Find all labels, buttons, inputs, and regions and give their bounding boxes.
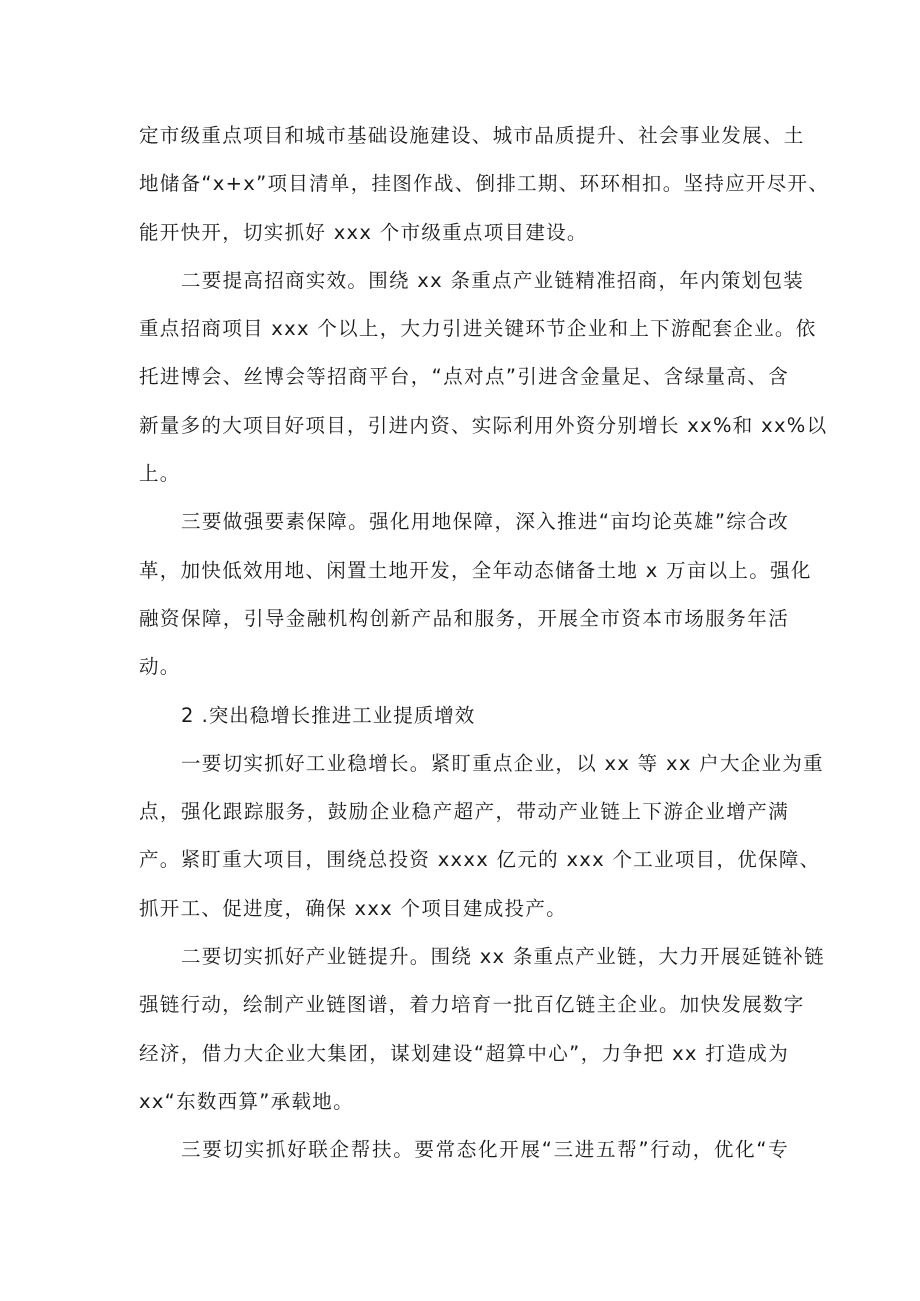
text-line: 动。 [139, 655, 181, 679]
text-line: 点，强化跟踪服务，鼓励企业稳产超产，带动产业链上下游企业增产满 [139, 800, 789, 824]
section-heading: 2 .突出稳增长推进工业提质增效 [181, 703, 476, 727]
text-line: 经济，借力大企业大集团，谋划建设“超算中心”，力争把 xx 打造成为 [139, 1041, 789, 1065]
text-line: 地储备“x+x”项目清单，挂图作战、倒排工期、环环相扣。坚持应开尽开、 [139, 172, 830, 196]
paragraph-start-line: 三要做强要素保障。强化用地保障，深入推进“亩均论英雄”综合改 [181, 510, 789, 534]
text-line: 能开快开，切实抓好 xxx 个市级重点项目建设。 [139, 220, 588, 244]
text-line: 定市级重点项目和城市基础设施建设、城市品质提升、社会事业发展、土 [139, 124, 805, 147]
text-line: 抓开工、促进度，确保 xxx 个项目建成投产。 [139, 896, 567, 920]
paragraph-start-line: 三要切实抓好联企帮扶。要常态化开展“三进五帮”行动，优化“专 [181, 1138, 789, 1162]
paragraph-start-line: 二要提高招商实效。围绕 xx 条重点产业链精准招商，年内策划包装 [181, 268, 805, 292]
text-line: 重点招商项目 xxx 个以上，大力引进关键环节企业和上下游配套企业。依 [139, 317, 817, 341]
text-line: 托进博会、丝博会等招商平台，“点对点”引进含金量足、含绿量高、含 [139, 365, 789, 389]
text-line: xx“东数西算”承载地。 [139, 1089, 354, 1113]
text-line: 革，加快低效用地、闲置土地开发，全年动态储备土地 x 万亩以上。强化 [139, 558, 812, 582]
text-line: 产。紧盯重大项目，围绕总投资 xxxx 亿元的 xxx 个工业项目，优保障、 [139, 848, 821, 872]
document-body [139, 112, 830, 1175]
text-line: 新量多的大项目好项目，引进内资、实际利用外资分别增长 xx%和 xx%以 [139, 413, 828, 437]
text-line: 强链行动，绘制产业链图谱，着力培育一批百亿链主企业。加快发展数字 [139, 993, 805, 1017]
text-line: 融资保障，引导金融机构创新产品和服务，开展全市资本市场服务年活 [139, 606, 789, 630]
paragraph-start-line: 一要切实抓好工业稳增长。紧盯重点企业，以 xx 等 xx 户大企业为重 [181, 751, 824, 775]
text-line: 上。 [139, 462, 181, 486]
paragraph-start-line: 二要切实抓好产业链提升。围绕 xx 条重点产业链，大力开展延链补链 [181, 945, 825, 969]
